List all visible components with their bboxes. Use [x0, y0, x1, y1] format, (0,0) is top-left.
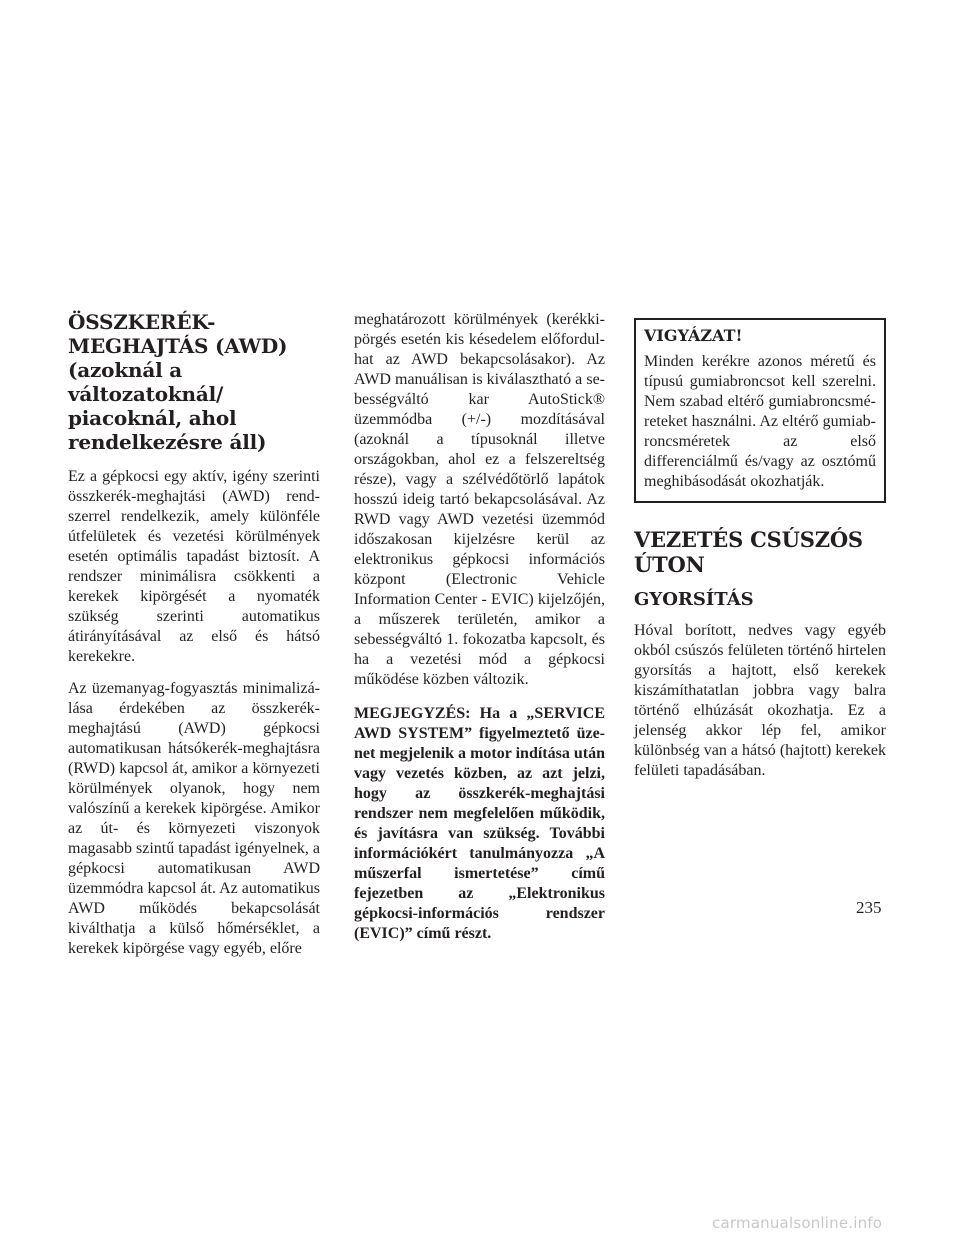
page-number: 235 [856, 898, 882, 917]
right-column [634, 318, 886, 793]
service-awd-note: MEGJEGYZÉS: Ha a „SERVICE AWD SYSTEM” figyelmeztető üzenet megjelenik a motor indítása után vagy vezetés közben, az azt jelzi, hogy az összkerék-meghajtási rendszer nem megfelelően működik, és javításra van szükség. További információkért tanulmányozza „A műszerfal ismertetése” című fejezetben az „Elektronikus gépkocsi-információs rendszer (EVIC)” című részt. [354, 705, 605, 942]
title-line: MEGHAJTÁS (AWD) [68, 334, 288, 358]
title-line: rendelkezésre áll) [68, 430, 267, 454]
acceleration-subheading: GYORSÍTÁS [634, 589, 754, 610]
warning-title: VIGYÁZAT! [644, 326, 743, 345]
title-line: piacoknál, ahol [68, 406, 237, 430]
warning-box [634, 318, 886, 503]
middle-column [354, 310, 605, 944]
watermark: carmanualsonline.info [712, 1214, 883, 1232]
left-column [68, 310, 320, 971]
awd-paragraph-3: meghatározott körülmények (kerékkipörgés esetén kis késedelem előfordulhat az AWD bekapcsolásakor). Az AWD manuálisan is kiválasztható a sebességváltó kar AutoStick® üzemmódba (+/-) mozdításával (azoknál a típusoknál illetve országokban, ahol ez a felszereltség része), vagy a szélvédőtörlő lapátok hosszú ideig tartó bekapcsolásával. Az RWD vagy AWD vezetési üzemmód időszakosan kijelzésre kerül az elektronikus gépkocsi információs központ (Electronic Vehicle Information Center - EVIC) kijelzőjén, a műszerek területén, amikor a sebességváltó 1. fokozatba kapcsolt, és ha a vezetési mód a gépkocsi működése közben változik. [354, 311, 605, 688]
awd-paragraph-1: Ez a gépkocsi egy aktív, igény szerinti összkerék-meghajtási (AWD) rendszerrel rendelkezik, amely különféle útfelületek és vezetési körülmények esetén optimális tapadást biztosít. A rendszer minimálisra csökkenti a kerekek kipörgését a nyomaték szükség szerinti automatikus átirányításával az első és hátsó kerekekre. [68, 468, 320, 665]
heading-line: ÚTON [634, 552, 705, 577]
title-line: (azoknál a változatoknál/ [68, 358, 224, 406]
warning-text: Minden kerékre azonos méretű és típusú gumiabroncsot kell szerelni. Nem szabad eltérő gumiabroncsméreteket használni. Az eltérő gumiabroncsméretek az első differenciálmű és/vagy az osztómű meghibásodását okozhatják. [644, 353, 876, 490]
awd-section-title [68, 310, 320, 454]
awd-paragraph-2: Az üzemanyag-fogyasztás minimalizálása érdekében az összkerék-meghajtású (AWD) gépkocsi automatikusan hátsókerék-meghajtásra (RWD) kapcsol át, amikor a környezeti körülmények olyanok, hogy nem valószínű a kerekek kipörgése. Amikor az út- és környezeti viszonyok magasabb szintű tapadást igényelnek, a gépkocsi automatikusan AWD üzemmódra kapcsol át. Az automatikus AWD működés bekapcsolását kiválthatja a külső hőmérséklet, a kerekek kipörgése vagy egyéb, előre [68, 680, 320, 957]
slippery-road-heading [634, 527, 886, 577]
acceleration-paragraph: Hóval borított, nedves vagy egyéb okból csúszós felületen történő hirtelen gyorsítás a hajtott, első kerekek kiszámíthatatlan jobbra vagy balra történő elhúzását okozhatja. Ez a jelenség akkor lép fel, amikor különbség van a hátsó (hajtott) kerekek felületi tapadásában. [634, 622, 886, 779]
title-line: ÖSSZKERÉK- [68, 310, 216, 334]
heading-line: VEZETÉS CSÚSZÓS [634, 527, 863, 552]
